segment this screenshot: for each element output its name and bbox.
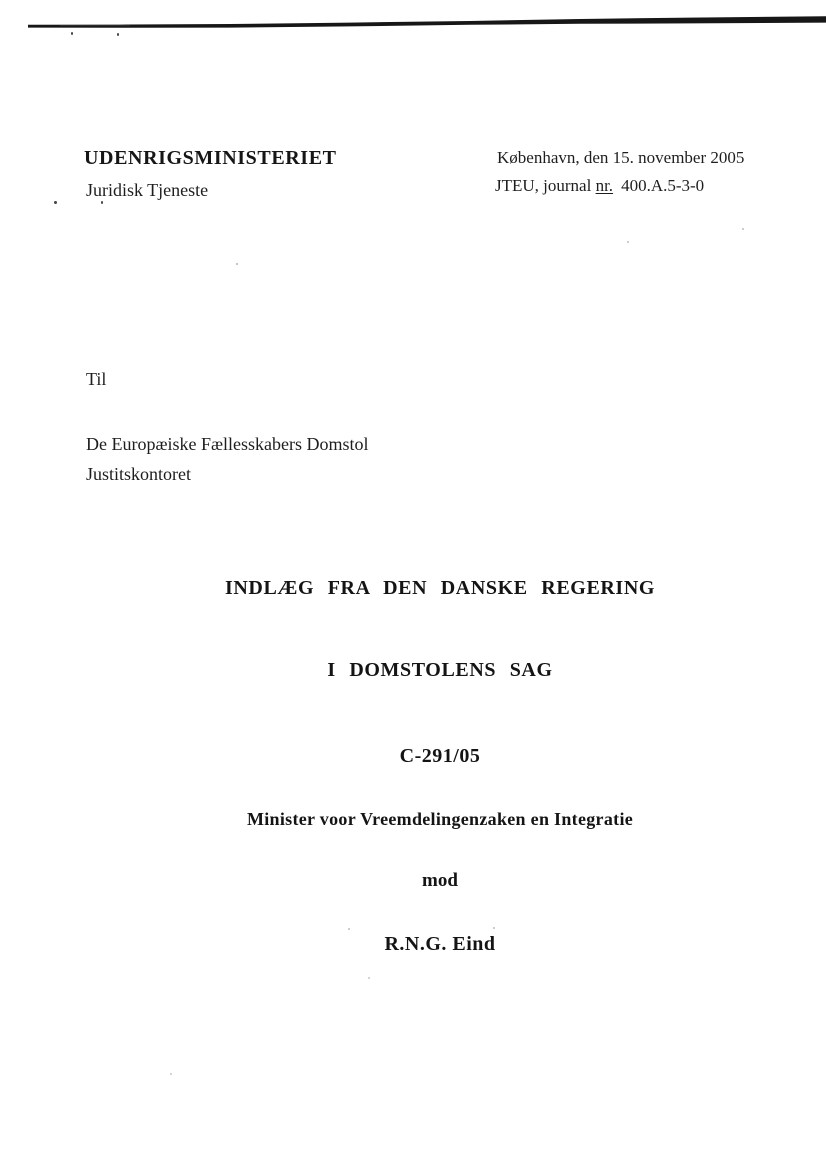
party-applicant: Minister voor Vreemdelingenzaken en Integratie bbox=[246, 809, 634, 829]
scan-speck bbox=[117, 33, 119, 36]
journal-prefix: JTEU, journal bbox=[495, 176, 592, 195]
scan-speck bbox=[742, 228, 744, 230]
journal-reference bbox=[495, 175, 704, 196]
scan-speck bbox=[170, 1073, 172, 1075]
scan-artifact-line bbox=[0, 0, 826, 42]
party-respondent: R.N.G. Eind bbox=[384, 933, 496, 955]
case-number: C-291/05 bbox=[399, 745, 481, 767]
recipient-registry: Justitskontoret bbox=[86, 464, 192, 484]
recipient-court-name: De Europæiske Fællesskabers Domstol bbox=[86, 434, 369, 454]
place-and-date: København, den 15. november 2005 bbox=[497, 148, 745, 167]
journal-nr-label: nr. bbox=[595, 176, 614, 195]
pleading-title: INDLÆG FRA DEN DANSKE REGERING bbox=[224, 577, 656, 599]
journal-number: 400.A.5-3-0 bbox=[621, 176, 705, 195]
scan-speck bbox=[236, 263, 238, 265]
scan-speck bbox=[368, 977, 370, 979]
versus-label: mod bbox=[422, 870, 458, 891]
scan-speck bbox=[348, 928, 350, 930]
scan-speck bbox=[493, 927, 495, 929]
recipient-salutation: Til bbox=[86, 369, 107, 389]
sender-department: Juridisk Tjeneste bbox=[86, 180, 209, 200]
scan-speck bbox=[54, 201, 57, 204]
pleading-subtitle: I DOMSTOLENS SAG bbox=[327, 659, 553, 681]
scan-speck bbox=[627, 241, 629, 243]
sender-name: UDENRIGSMINISTERIET bbox=[84, 147, 337, 169]
scan-speck bbox=[71, 32, 73, 35]
